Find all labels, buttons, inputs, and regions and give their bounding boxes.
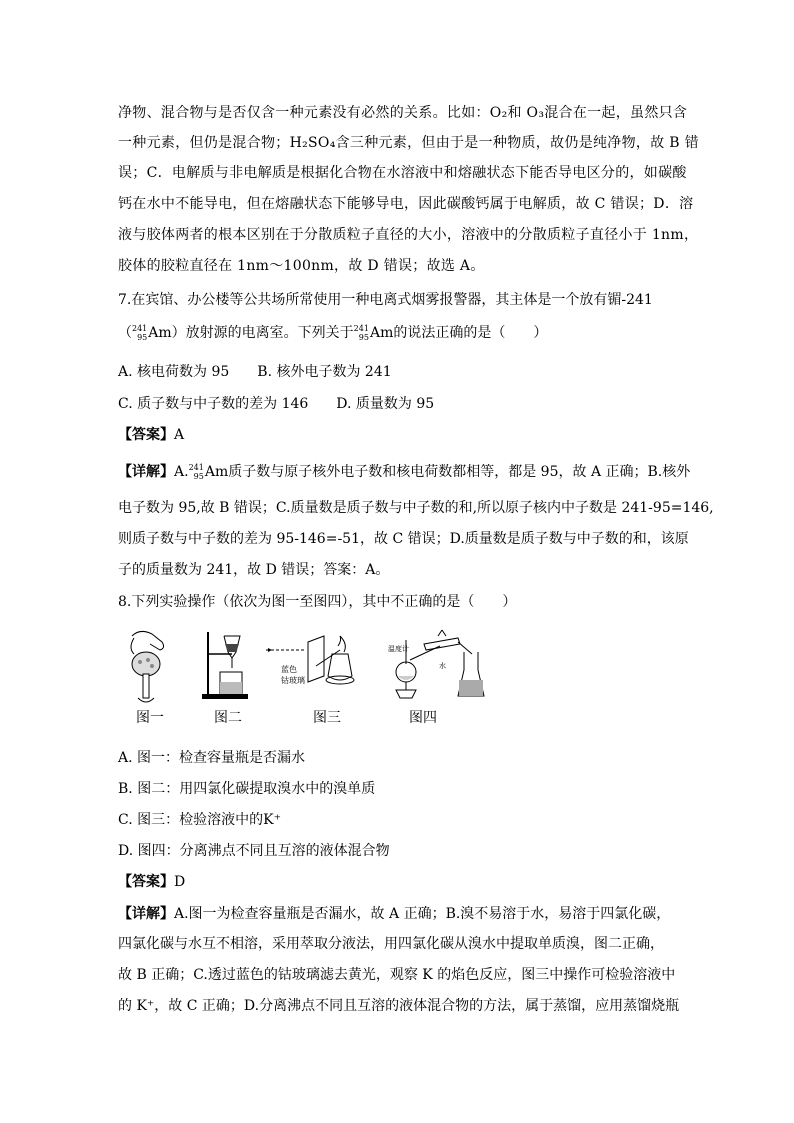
fig4-label-thermometer: 温度计 bbox=[388, 645, 409, 653]
detail-tag: 【详解】 bbox=[118, 906, 174, 922]
q8-stem: 8.下列实验操作（依次为图一至图四），其中不正确的是（ ） bbox=[118, 594, 517, 610]
detail-text: A.图一为检查容量瓶是否漏水，故 A 正确；B.溴不易溶于水，易溶于四氯化碳， bbox=[174, 906, 671, 922]
nuclide-mass: 241 bbox=[132, 324, 148, 333]
figure-volumetric-flask bbox=[120, 628, 180, 708]
detail-prefix: A. bbox=[174, 464, 189, 480]
q7-detail-line: 则质子数与中子数的差为 95-146=-51，故 C 错误；D.质量数是质子数与中子数的和，该原 bbox=[118, 531, 689, 547]
q7-detail-line: 子的质量数为 241，故 D 错误；答案：A。 bbox=[118, 562, 390, 578]
q7-options-line2: C. 质子数与中子数的差为 146 D. 质量数为 95 bbox=[118, 396, 435, 412]
para-line: 钙在水中不能导电，但在熔融状态下能够导电，因此碳酸钙属于电解质，故 C 错误；D．溶 bbox=[118, 196, 694, 212]
para-line: 一种元素，但仍是混合物；H₂SO₄含三种元素，但由于是一种物质，故仍是纯净物，故 B 错 bbox=[118, 135, 699, 151]
nuclide-am241 bbox=[354, 323, 394, 343]
nuclide-am241 bbox=[132, 323, 172, 343]
para-line: 液与胶体两者的根本区别在于分散质粒子直径的大小，溶液中的分散质粒子直径小于 1nm， bbox=[118, 227, 699, 243]
q7-stem-post: 的说法正确的是（ ） bbox=[393, 325, 548, 341]
nuclide-symbol: Am bbox=[204, 464, 229, 480]
q7-stem-line1: 7.在宾馆、办公楼等公共场所常使用一种电离式烟雾报警器，其主体是一个放有镅-241 bbox=[118, 292, 653, 308]
nuclide-atomic: 95 bbox=[358, 333, 369, 342]
q8-answer bbox=[118, 872, 185, 892]
q8-detail-line1 bbox=[118, 904, 670, 924]
answer-tag: 【答案】 bbox=[118, 874, 174, 890]
q8-option-c: C. 图三：检验溶液中的K⁺ bbox=[118, 812, 281, 828]
figure-separatory-funnel bbox=[202, 630, 252, 700]
figure-label-1: 图一 bbox=[136, 710, 164, 726]
nuclide-mass: 241 bbox=[353, 324, 369, 333]
nuclide-atomic: 95 bbox=[137, 333, 148, 342]
para-line: 误；C．电解质与非电解质是根据化合物在水溶液中和熔融状态下能否导电区分的，如碳酸 bbox=[118, 165, 687, 181]
nuclide-am241 bbox=[189, 462, 229, 482]
figure-label-2: 图二 bbox=[214, 710, 242, 726]
q7-stem-open: （ bbox=[118, 325, 132, 341]
q7-detail-line1 bbox=[118, 462, 690, 482]
detail-text: 质子数与原子核外电子数和核电荷数都相等，都是 95，故 A 正确；B.核外 bbox=[228, 464, 691, 480]
q7-answer bbox=[118, 425, 184, 445]
q7-stem-mid: ）放射源的电离室。下列关于 bbox=[171, 325, 354, 341]
figure-label-3: 图三 bbox=[313, 710, 341, 726]
detail-tag: 【详解】 bbox=[118, 464, 174, 480]
nuclide-symbol: Am bbox=[369, 325, 394, 341]
figure-label-4: 图四 bbox=[409, 710, 437, 726]
q8-option-d: D. 图四：分离沸点不同且互溶的液体混合物 bbox=[118, 843, 390, 859]
para-line: 胶体的胶粒直径在 1nm～100nm，故 D 错误；故选 A。 bbox=[118, 258, 485, 274]
para-line: 净物、混合物与是否仅含一种元素没有必然的关系。比如：O₂和 O₃混合在一起，虽然只含 bbox=[118, 105, 688, 121]
fig3-label-blue: 蓝色 bbox=[281, 665, 297, 674]
fig4-label-water: 水 bbox=[439, 662, 446, 670]
q8-detail-line: 四氯化碳与水互不相溶，采用萃取分液法，用四氯化碳从溴水中提取单质溴，图二正确， bbox=[118, 936, 664, 952]
q7-options-line1: A. 核电荷数为 95 B. 核外电子数为 241 bbox=[118, 364, 392, 380]
q7-stem-line2 bbox=[118, 323, 547, 343]
nuclide-symbol: Am bbox=[148, 325, 172, 341]
q8-option-b: B. 图二：用四氯化碳提取溴水中的溴单质 bbox=[118, 781, 376, 797]
nuclide-mass: 241 bbox=[188, 463, 204, 472]
figure-receiving-beaker bbox=[456, 650, 486, 698]
q8-option-a: A. 图一：检查容量瓶是否漏水 bbox=[118, 750, 306, 766]
q8-detail-line: 的 K⁺，故 C 正确；D.分离沸点不同且互溶的液体混合物的方法，属于蒸馏，应用蒸馏烧瓶 bbox=[118, 998, 680, 1014]
q8-detail-line: 故 B 正确；C.透过蓝色的钴玻璃滤去黄光，观察 K 的焰色反应，图三中操作可检验溶液中 bbox=[118, 967, 676, 983]
fig3-label-cobalt-glass: 钴玻璃 bbox=[281, 676, 305, 685]
answer-tag: 【答案】 bbox=[118, 427, 174, 443]
q7-detail-line: 电子数为 95,故 B 错误；C.质量数是质子数与中子数的和,所以原子核内中子数是 241-95=146, bbox=[118, 500, 714, 516]
answer-value: D bbox=[174, 874, 186, 890]
nuclide-atomic: 95 bbox=[193, 472, 204, 481]
answer-value: A bbox=[174, 427, 185, 443]
